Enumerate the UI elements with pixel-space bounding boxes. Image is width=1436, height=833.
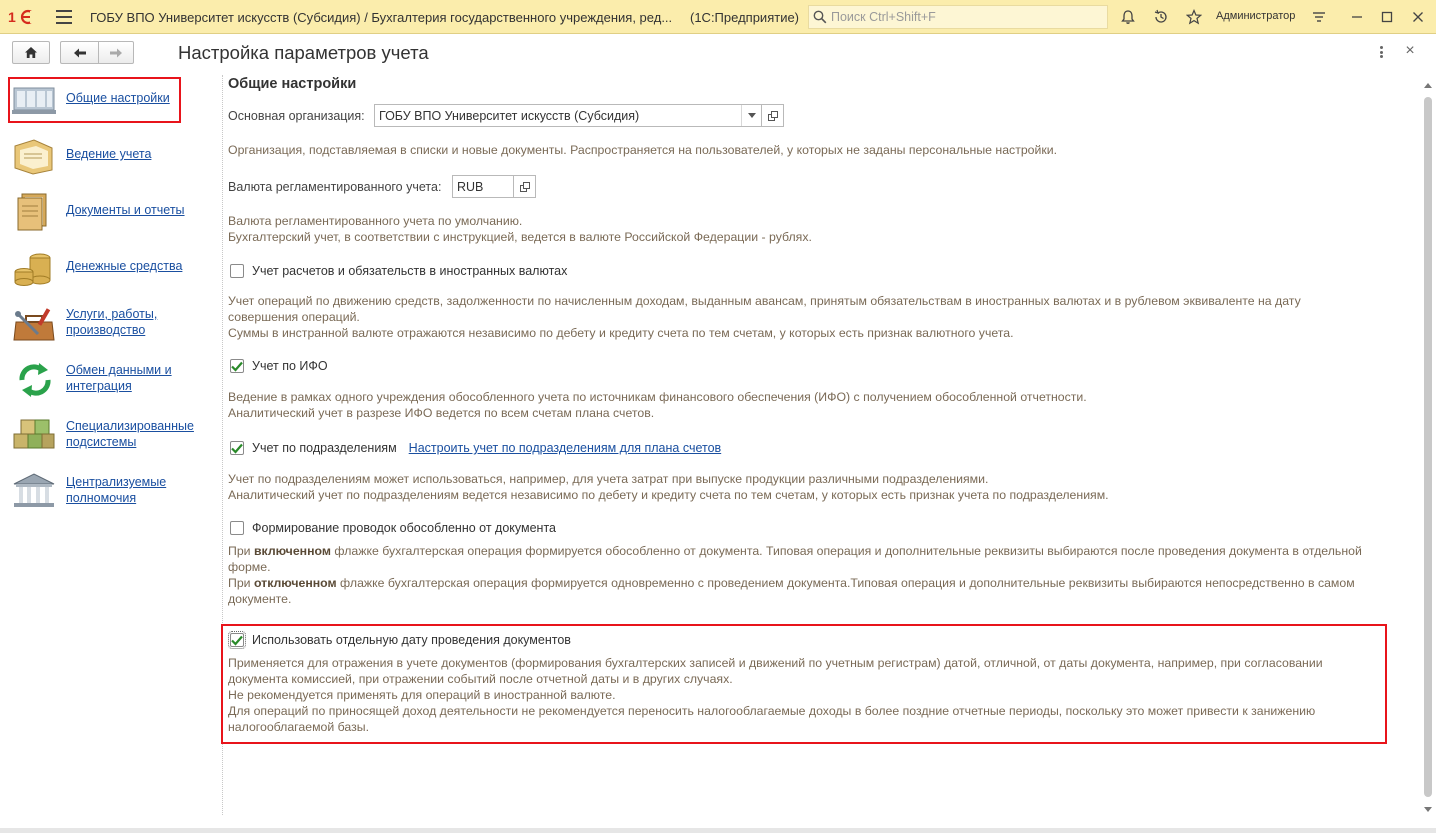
ifo-option[interactable] xyxy=(230,359,328,373)
scroll-down-icon[interactable] xyxy=(1424,807,1432,812)
sidebar-item-label[interactable]: Специализированные подсистемы xyxy=(66,419,194,449)
documents-icon xyxy=(12,192,58,232)
separate-date-checkbox[interactable] xyxy=(230,633,244,647)
app-platform-label: (1С:Предприятие) xyxy=(690,10,800,25)
currency-hint-2: Бухгалтерский учет, в соответствии с инструкцией, ведется в валюте Российской Федерации - рублях. xyxy=(228,230,812,244)
separate-date-hint-2: документа комиссией, при отражении событий после отчетной даты и в других случаях. xyxy=(228,672,733,686)
postings-hint-2: форме. xyxy=(228,560,271,574)
ifo-checkbox[interactable] xyxy=(230,359,244,373)
arrow-right-icon xyxy=(109,47,123,59)
open-item-icon xyxy=(520,182,530,192)
currency-field[interactable] xyxy=(452,175,514,198)
ifo-hint-1: Ведение в рамках одного учреждения обособленного учета по источникам финансового обеспечения (ИФО) с получением обособленной отчетности. xyxy=(228,390,1087,404)
sidebar-item-specialized-subsystems[interactable] xyxy=(12,416,217,466)
page-title: Настройка параметров учета xyxy=(178,42,429,63)
currency-value: RUB xyxy=(457,179,484,194)
sidebar-item-services-production[interactable] xyxy=(12,304,217,354)
general-settings-icon xyxy=(12,80,58,120)
sidebar-item-label[interactable]: Централизуемые полномочия xyxy=(66,475,167,505)
chevron-down-icon xyxy=(748,113,756,118)
org-value: ГОБУ ВПО Университет искусств (Субсидия) xyxy=(379,108,640,123)
currency-open-button[interactable] xyxy=(514,175,536,198)
checkmark-icon xyxy=(231,361,243,372)
toolbox-icon xyxy=(12,304,58,344)
global-search[interactable] xyxy=(808,5,1108,29)
foreign-currency-checkbox[interactable] xyxy=(230,264,244,278)
departments-hint-1: Учет по подразделениям может использоваться, например, для учета затрат при выпуске продукции различными подразделениями. xyxy=(228,472,989,486)
search-icon xyxy=(813,10,827,24)
sidebar-item-label[interactable]: Обмен данными и интеграция xyxy=(66,363,172,393)
sidebar-item-accounting[interactable] xyxy=(12,136,217,186)
sidebar-item-documents-reports[interactable] xyxy=(12,192,217,242)
vertical-scrollbar[interactable] xyxy=(1422,80,1434,815)
institution-building-icon xyxy=(12,472,58,512)
current-user[interactable]: Администратор xyxy=(1216,10,1296,22)
departments-hint-2: Аналитический учет по подразделениям ведется независимо по дебету и кредиту счета по тем счетам, у которых есть признак учета по подразделениям. xyxy=(228,488,1109,502)
home-button[interactable] xyxy=(12,41,50,64)
foreign-currency-label[interactable]: Учет расчетов и обязательств в иностранных валютах xyxy=(252,264,568,278)
settings-menu-icon[interactable] xyxy=(1310,8,1328,26)
accounting-folder-icon xyxy=(12,136,58,176)
separate-date-label[interactable]: Использовать отдельную дату проведения документов xyxy=(252,633,571,647)
foreign-hint-3: Суммы в инстранной валюте отражаются независимо по дебету и кредиту счета по тем счетам, у которых есть признак валютного учета. xyxy=(228,326,1014,340)
separate-postings-label[interactable]: Формирование проводок обособленно от документа xyxy=(252,521,556,535)
separate-postings-option[interactable] xyxy=(230,521,556,535)
org-open-button[interactable] xyxy=(762,104,784,127)
sidebar-item-label[interactable]: Денежные средства xyxy=(66,259,183,273)
departments-label[interactable]: Учет по подразделениям xyxy=(252,441,397,455)
sections-sidebar xyxy=(0,72,222,817)
separate-postings-checkbox[interactable] xyxy=(230,521,244,535)
org-dropdown-button[interactable] xyxy=(741,105,761,126)
search-input[interactable] xyxy=(831,10,1091,24)
sidebar-divider xyxy=(222,75,223,815)
status-strip xyxy=(0,828,1436,833)
org-select[interactable] xyxy=(374,104,762,127)
configure-departments-link[interactable]: Настроить учет по подразделениям для плана счетов xyxy=(408,441,722,455)
separate-date-hint-4: Для операций по приносящей доход деятельности не рекомендуется переносить налогооблагаемые доходы в более поздние отчетные периоды, поскольку это может привести к занижению xyxy=(228,704,1316,718)
currency-hint-1: Валюта регламентированного учета по умолчанию. xyxy=(228,214,523,228)
currency-label: Валюта регламентированного учета: xyxy=(228,180,442,194)
org-hint: Организация, подставляемая в списки и новые документы. Распространяется на пользователей, у которых не заданы персональные настройки. xyxy=(228,143,1058,157)
history-icon[interactable] xyxy=(1152,8,1170,26)
back-button[interactable] xyxy=(60,41,98,64)
home-icon xyxy=(24,46,38,59)
main-menu-button[interactable] xyxy=(56,10,72,24)
postings-hint-1: При включенном флажке бухгалтерская операция формируется обособленно от документа. Типовая операция и дополнительные реквизиты выбираются после проведения документа в отдельной xyxy=(228,544,1362,558)
separate-date-hint-1: Применяется для отражения в учете документов (формирования бухгалтерских записей и движений по учетным регистрам) датой, отличной, от даты документа, например, при согласовании xyxy=(228,656,1323,670)
maximize-icon[interactable] xyxy=(1378,8,1396,26)
scroll-up-icon[interactable] xyxy=(1424,83,1432,88)
checkmark-icon xyxy=(231,443,243,454)
sidebar-item-label[interactable]: Документы и отчеты xyxy=(66,203,185,217)
foreign-currency-option[interactable] xyxy=(230,264,567,278)
close-form-icon[interactable]: × xyxy=(1405,42,1415,59)
separate-date-hint-5: налогооблагаемой базы. xyxy=(228,720,370,734)
foreign-hint-1: Учет операций по движению средств, задолженности по начисленным доходам, выданным авансам, принятым обязательствам в иностранных валютах и в рублевом эквиваленте на дату xyxy=(228,294,1301,308)
sidebar-item-label[interactable]: Услуги, работы, производство xyxy=(66,307,158,337)
checkmark-icon xyxy=(231,635,243,646)
scroll-thumb[interactable] xyxy=(1424,97,1432,797)
foreign-hint-2: совершения операций. xyxy=(228,310,360,324)
sidebar-item-general-settings[interactable] xyxy=(12,80,217,130)
postings-hint-4: документе. xyxy=(228,592,292,606)
app-title: ГОБУ ВПО Университет искусств (Субсидия) / Бухгалтерия государственного учреждения, ред... xyxy=(90,10,673,25)
postings-hint-3: При отключенном флажке бухгалтерская операция формируется одновременно с проведением документа.Типовая операция и дополнительные реквизиты выбираются непосредственно в самом xyxy=(228,576,1355,590)
separate-date-hint-3: Не рекомендуется применять для операций в иностранной валюте. xyxy=(228,688,616,702)
sidebar-item-cash[interactable] xyxy=(12,248,217,298)
forward-button[interactable] xyxy=(98,41,134,64)
departments-option[interactable] xyxy=(230,441,721,455)
ifo-label[interactable]: Учет по ИФО xyxy=(252,359,328,373)
section-title: Общие настройки xyxy=(228,76,357,92)
sidebar-item-centralized-powers[interactable] xyxy=(12,472,217,522)
arrow-left-icon xyxy=(73,47,87,59)
separate-date-option[interactable] xyxy=(230,633,571,647)
app-titlebar xyxy=(0,0,1436,34)
1c-logo-icon xyxy=(8,9,44,25)
close-window-icon[interactable] xyxy=(1409,8,1427,26)
favorites-star-icon[interactable] xyxy=(1185,8,1203,26)
more-actions-icon[interactable] xyxy=(1374,44,1388,60)
sidebar-item-label[interactable]: Общие настройки xyxy=(66,91,170,105)
sidebar-item-data-exchange[interactable] xyxy=(12,360,217,410)
departments-checkbox[interactable] xyxy=(230,441,244,455)
open-item-icon xyxy=(768,111,778,121)
sync-arrows-icon xyxy=(12,360,58,400)
cubes-icon xyxy=(12,416,58,456)
sidebar-item-label[interactable]: Ведение учета xyxy=(66,147,152,161)
svg-text:1: 1 xyxy=(8,9,16,25)
settings-panel xyxy=(228,72,1418,817)
notifications-bell-icon[interactable] xyxy=(1119,8,1137,26)
ifo-hint-2: Аналитический учет в разрезе ИФО ведется по всем счетам плана счетов. xyxy=(228,406,655,420)
coins-icon xyxy=(12,248,58,288)
minimize-icon[interactable] xyxy=(1348,8,1366,26)
org-label: Основная организация: xyxy=(228,109,365,123)
